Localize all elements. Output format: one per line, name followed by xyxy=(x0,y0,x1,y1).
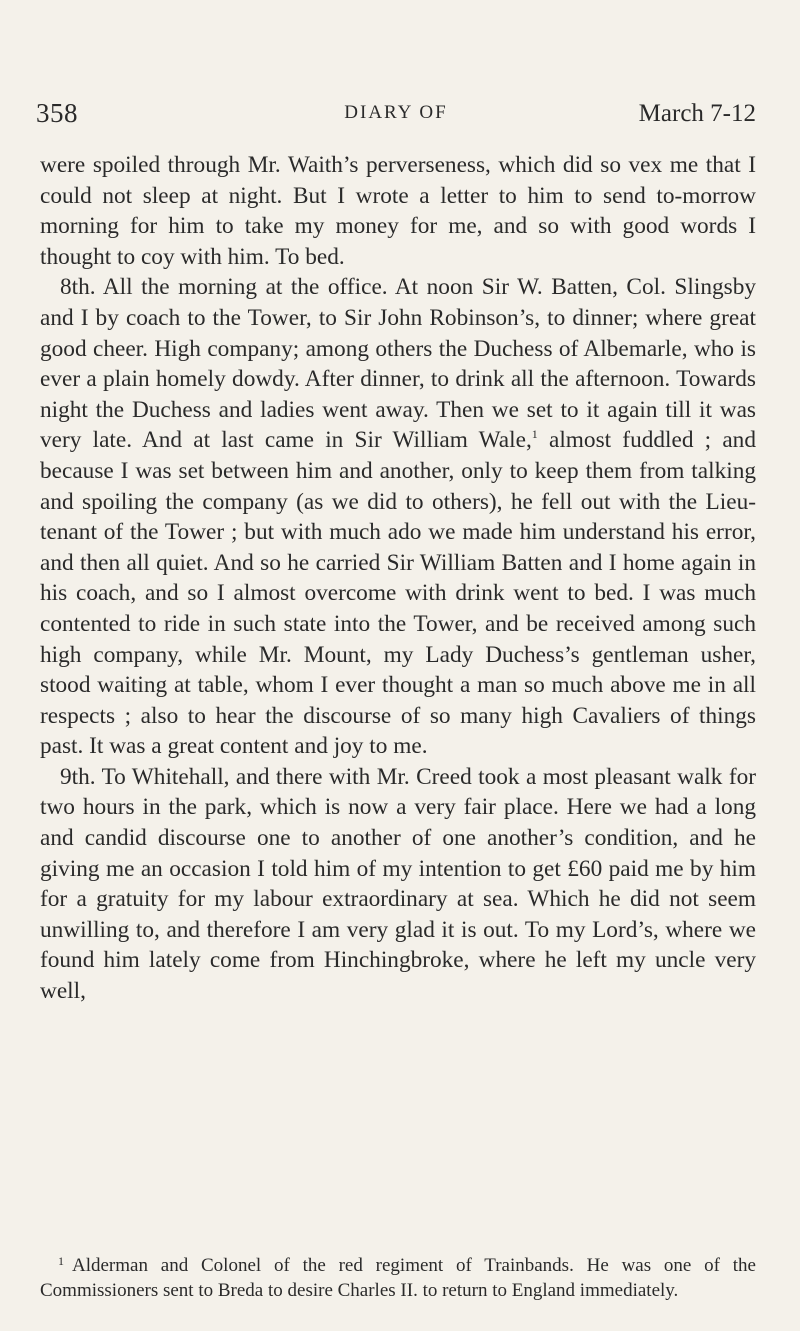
page-number: 358 xyxy=(36,98,78,128)
footnote-text: Alderman and Colonel of the red regiment of Trainbands. He was one of the Commissioners sent to Breda to desire Charles II. to return to England immediately. xyxy=(40,1255,756,1301)
running-date: March 7-12 xyxy=(638,100,756,127)
running-title: DIARY OF xyxy=(344,102,448,123)
paragraph-continued: were spoiled through Mr. Waith’s perverseness, which did so vex me that I could not sleep at night. But I wrote a letter to him to send to-morrow morning for him to take my money for me, and so with good words I thought to coy with him. To bed. xyxy=(40,152,756,270)
footnote-marker: 1 xyxy=(58,1254,64,1268)
footnote xyxy=(40,1253,756,1303)
footnote-reference: 1 xyxy=(531,427,538,442)
diary-text xyxy=(40,150,756,1007)
paragraph-8th-text-start: 8th. All the morning at the office. At noon Sir W. Batten, Col. Slingsby and I by coach to the Tower, to Sir John Robinson’s, to dinner; where great good cheer. High company; among others the Duchess of Albemarle, who is ever a plain homely dowdy. After dinner, to drink all the afternoon. Towards night the Duchess and ladies went away. Then we set to it again till it was very late. And at last came in Sir William Wale, xyxy=(40,274,756,454)
paragraph-9th: 9th. To Whitehall, and there with Mr. Creed took a most pleasant walk for two hours in the park, which is now a very fair place. Here we had a long and candid discourse one to another of one another’s condition, and he giving me an occasion I told him of my intention to get £60 paid me by him for a gratuity for my labour extraordinary at sea. Which he did not seem unwilling to, and therefore I am very glad it is out. To my Lord’s, where we found him lately come from Hinchingbroke, where he left my uncle very well, xyxy=(40,763,756,1005)
paragraph-8th xyxy=(40,272,756,762)
page-header xyxy=(36,98,756,138)
paragraph-8th-text-end: almost fuddled ; and because I was set between him and another, only to keep them from talking and spoiling the company (as we did to others), he fell out with the Lieutenant of the Tower ; but with much ado we made him understand his error, and then all quiet. And so he carried Sir William Batten and I home again in his coach, and so I almost overcome with drink went to bed. I was much contented to ride in such state into the Tower, and be received among such high company, while Mr. Mount, my Lady Duchess’s gentleman usher, stood waiting at table, whom I ever thought a man so much above me in all respects ; also to hear the discourse of so many high Cavaliers of things past. It was a great content and joy to me. xyxy=(40,427,756,760)
